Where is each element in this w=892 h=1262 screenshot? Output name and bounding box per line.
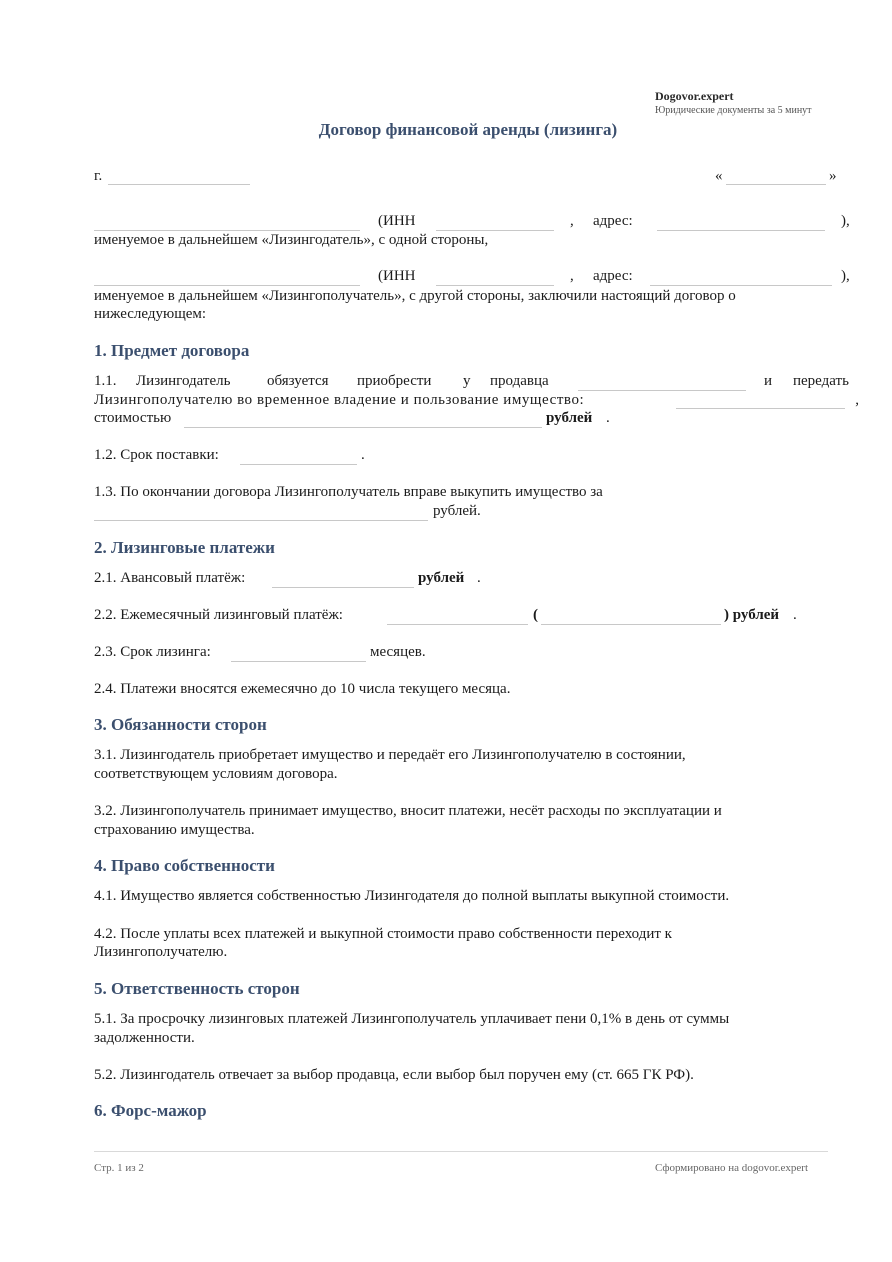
document-title: Договор финансовой аренды (лизинга) <box>318 120 618 139</box>
brand-tagline: Юридические документы за 5 минут <box>655 105 812 116</box>
party1-inn-label: (ИНН <box>378 213 416 229</box>
cost-blank[interactable] <box>184 426 542 428</box>
clause-1-1-word: продавца <box>490 373 549 389</box>
clause-2-1: 2.1. Авансовый платёж: <box>94 570 246 586</box>
monthly-payment-blank[interactable] <box>387 623 528 625</box>
section-3-heading: 3. Обязанности сторон <box>94 715 267 734</box>
clause-1-3: 1.3. По окончании договора Лизингополучатель вправе выкупить имущество за <box>94 484 603 500</box>
date-open-quote: « <box>715 168 723 184</box>
clause-3-1: 3.1. Лизингодатель приобретает имущество и передаёт его Лизингополучателю в состоянии, <box>94 747 686 763</box>
page-number: Стр. 1 из 2 <box>94 1162 144 1174</box>
clause-4-2: 4.2. После уплаты всех платежей и выкупной стоимости право собственности переходит к <box>94 926 672 942</box>
advance-dot: . <box>477 570 481 586</box>
clause-1-1-word: у <box>463 373 471 389</box>
delivery-term-blank[interactable] <box>240 463 357 465</box>
party1-address-blank[interactable] <box>657 229 825 231</box>
clause-3-2-cont: страхованию имущества. <box>94 822 255 838</box>
section-5-heading: 5. Ответственность сторон <box>94 979 300 998</box>
date-close-quote: » <box>829 168 837 184</box>
section-4-heading: 4. Право собственности <box>94 856 275 875</box>
clause-1-1-word: передать <box>793 373 849 389</box>
property-blank[interactable] <box>676 407 845 409</box>
cost-dot: . <box>606 410 610 426</box>
clause-1-2: 1.2. Срок поставки: <box>94 447 219 463</box>
clause-1-1-word: приобрести <box>357 373 432 389</box>
brand-name[interactable]: Dogovor.expert <box>655 89 734 103</box>
party1-description: именуемое в дальнейшем «Лизингодатель», с одной стороны, <box>94 232 489 248</box>
clause-3-2: 3.2. Лизингополучатель принимает имущество, вносит платежи, несёт расходы по эксплуатации и <box>94 803 722 819</box>
city-prefix: г. <box>94 168 103 184</box>
cost-currency: рублей <box>546 410 593 426</box>
monthly-payment-open: ( <box>533 607 538 623</box>
clause-4-1: 4.1. Имущество является собственностью Лизингодателя до полной выплаты выкупной стоимости. <box>94 888 730 904</box>
advance-currency: рублей <box>418 570 465 586</box>
footer-divider <box>94 1151 828 1152</box>
date-blank[interactable] <box>726 183 826 185</box>
lease-term-unit: месяцев. <box>370 644 426 660</box>
party1-comma: , <box>570 213 574 229</box>
clause-3-1-cont: соответствующем условиям договора. <box>94 766 338 782</box>
clause-1-1-word: обязуется <box>267 373 329 389</box>
clause-5-2: 5.2. Лизингодатель отвечает за выбор продавца, если выбор был поручен ему (ст. 665 ГК РФ). <box>94 1067 694 1083</box>
party2-inn-label: (ИНН <box>378 268 416 284</box>
party1-close: ), <box>841 213 850 229</box>
cost-label: стоимостью <box>94 410 172 426</box>
section-6-heading: 6. Форс-мажор <box>94 1101 207 1120</box>
clause-2-2: 2.2. Ежемесячный лизинговый платёж: <box>94 607 343 623</box>
advance-blank[interactable] <box>272 586 414 588</box>
section-2-heading: 2. Лизинговые платежи <box>94 538 275 557</box>
party2-address-label: адрес: <box>593 268 633 284</box>
monthly-payment-dot: . <box>793 607 797 623</box>
party2-description: именуемое в дальнейшем «Лизингополучатель», с другой стороны, заключили настоящий договор о <box>94 288 736 304</box>
party2-close: ), <box>841 268 850 284</box>
party1-address-label: адрес: <box>593 213 633 229</box>
clause-5-1-cont: задолженности. <box>94 1030 195 1046</box>
buyout-currency: рублей. <box>433 503 481 519</box>
clause-4-2-cont: Лизингополучателю. <box>94 944 228 960</box>
party2-inn-blank[interactable] <box>436 284 554 286</box>
city-blank[interactable] <box>108 183 250 185</box>
clause-2-4: 2.4. Платежи вносятся ежемесячно до 10 числа текущего месяца. <box>94 681 511 697</box>
buyout-blank[interactable] <box>94 519 428 521</box>
party2-address-blank[interactable] <box>650 284 832 286</box>
clause-5-1: 5.1. За просрочку лизинговых платежей Лизингополучатель уплачивает пени 0,1% в день от суммы <box>94 1011 730 1027</box>
party2-description-end: нижеследующем: <box>94 306 207 322</box>
clause-1-1-line2-comma: , <box>855 392 859 408</box>
party2-name-blank[interactable] <box>94 284 360 286</box>
clause-1-1-word: и <box>764 373 773 389</box>
monthly-payment-currency: ) рублей <box>724 607 780 623</box>
footer-generated[interactable]: Сформировано на dogovor.expert <box>655 1162 809 1174</box>
party2-comma: , <box>570 268 574 284</box>
lease-term-blank[interactable] <box>231 660 366 662</box>
monthly-payment-words-blank[interactable] <box>541 623 721 625</box>
clause-1-2-dot: . <box>361 447 365 463</box>
section-1-heading: 1. Предмет договора <box>94 341 250 360</box>
clause-2-3: 2.3. Срок лизинга: <box>94 644 211 660</box>
clause-1-1-num: 1.1. <box>94 373 117 389</box>
clause-1-1-word: Лизингодатель <box>136 373 231 389</box>
clause-1-1-line2-text: Лизингополучателю во временное владение и пользование имущество: <box>94 392 585 408</box>
